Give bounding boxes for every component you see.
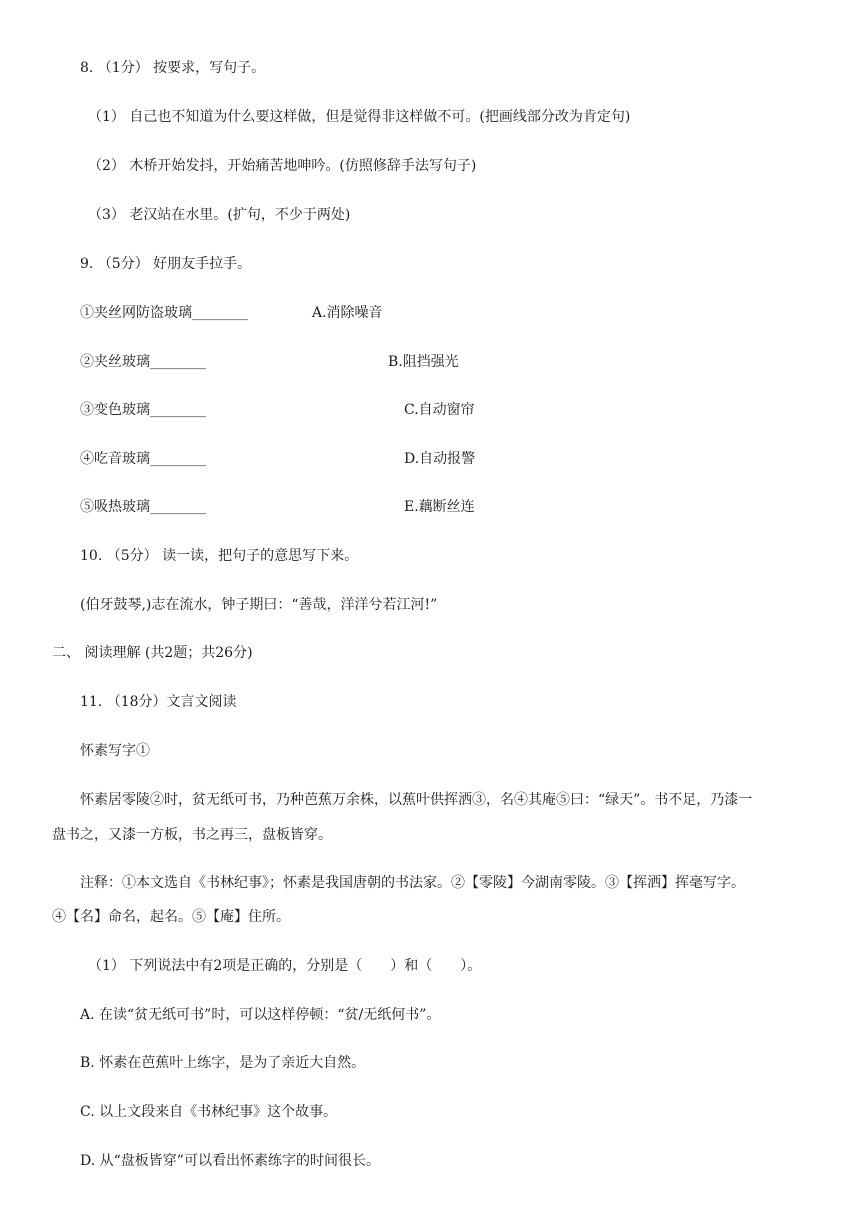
option-a: A. 在读“贫无纸可书”时，可以这样停顿：“贫/无纸何书”。: [80, 1007, 441, 1023]
question-10-text: (伯牙鼓琴,)志在流水，钟子期曰：“善哉，洋洋兮若江河!”: [80, 597, 438, 613]
question-8-title: 8. （1分） 按要求，写句子。: [80, 60, 266, 76]
match-right-5: E.藕断丝连: [404, 499, 475, 515]
match-right-4: D.自动报警: [404, 451, 476, 467]
question-8-sub-3: （3） 老汉站在水里。(扩句，不少于两处): [88, 207, 351, 223]
question-8-sub-2: （2） 木桥开始发抖，开始痛苦地呻吟。(仿照修辞手法写句子): [88, 158, 477, 174]
notes-line-1: 注释：①本文选自《书林纪事》；怀素是我国唐朝的书法家。②【零陵】今湖南零陵。③【挥洒】挥毫写字。: [80, 875, 745, 891]
match-left-1: ①夹丝网防盗玻璃________: [80, 305, 248, 321]
match-left-4: ④吃音玻璃________: [80, 451, 206, 467]
notes-line-2: ④【名】命名，起名。⑤【庵】住所。: [52, 909, 290, 925]
question-10-title: 10. （5分） 读一读，把句子的意思写下来。: [80, 548, 359, 564]
option-d: D. 从“盘板皆穿”可以看出怀素练字的时间很长。: [80, 1153, 380, 1169]
question-11-title: 11. （18分）文言文阅读: [80, 694, 237, 710]
match-right-1: A.消除噪音: [312, 305, 383, 321]
match-right-3: C.自动窗帘: [404, 402, 475, 418]
article-title: 怀素写字①: [80, 743, 150, 759]
article-paragraph-line-1: 怀素居零陵②时，贫无纸可书，乃种芭蕉万余株，以蕉叶供挥洒③，名④其庵⑤曰：“绿天”。书不足，乃漆一: [80, 792, 753, 808]
question-11-sub-1: （1） 下列说法中有2项是正确的，分别是（ ）和（ ）。: [88, 958, 482, 974]
question-9-title: 9. （5分） 好朋友手拉手。: [80, 256, 252, 272]
option-c: C. 以上文段来自《书林纪事》这个故事。: [80, 1104, 338, 1120]
match-left-3: ③变色玻璃________: [80, 402, 206, 418]
section-2-heading: 二、 阅读理解 (共2题；共26分): [52, 645, 253, 661]
match-right-2: B.阻挡强光: [388, 354, 459, 370]
match-left-2: ②夹丝玻璃________: [80, 354, 206, 370]
match-left-5: ⑤吸热玻璃________: [80, 499, 206, 515]
question-8-sub-1: （1） 自己也不知道为什么要这样做，但是觉得非这样做不可。(把画线部分改为肯定句): [88, 109, 631, 125]
article-paragraph-line-2: 盘书之，又漆一方板，书之再三，盘板皆穿。: [52, 827, 332, 843]
option-b: B. 怀素在芭蕉叶上练字，是为了亲近大自然。: [80, 1055, 366, 1071]
